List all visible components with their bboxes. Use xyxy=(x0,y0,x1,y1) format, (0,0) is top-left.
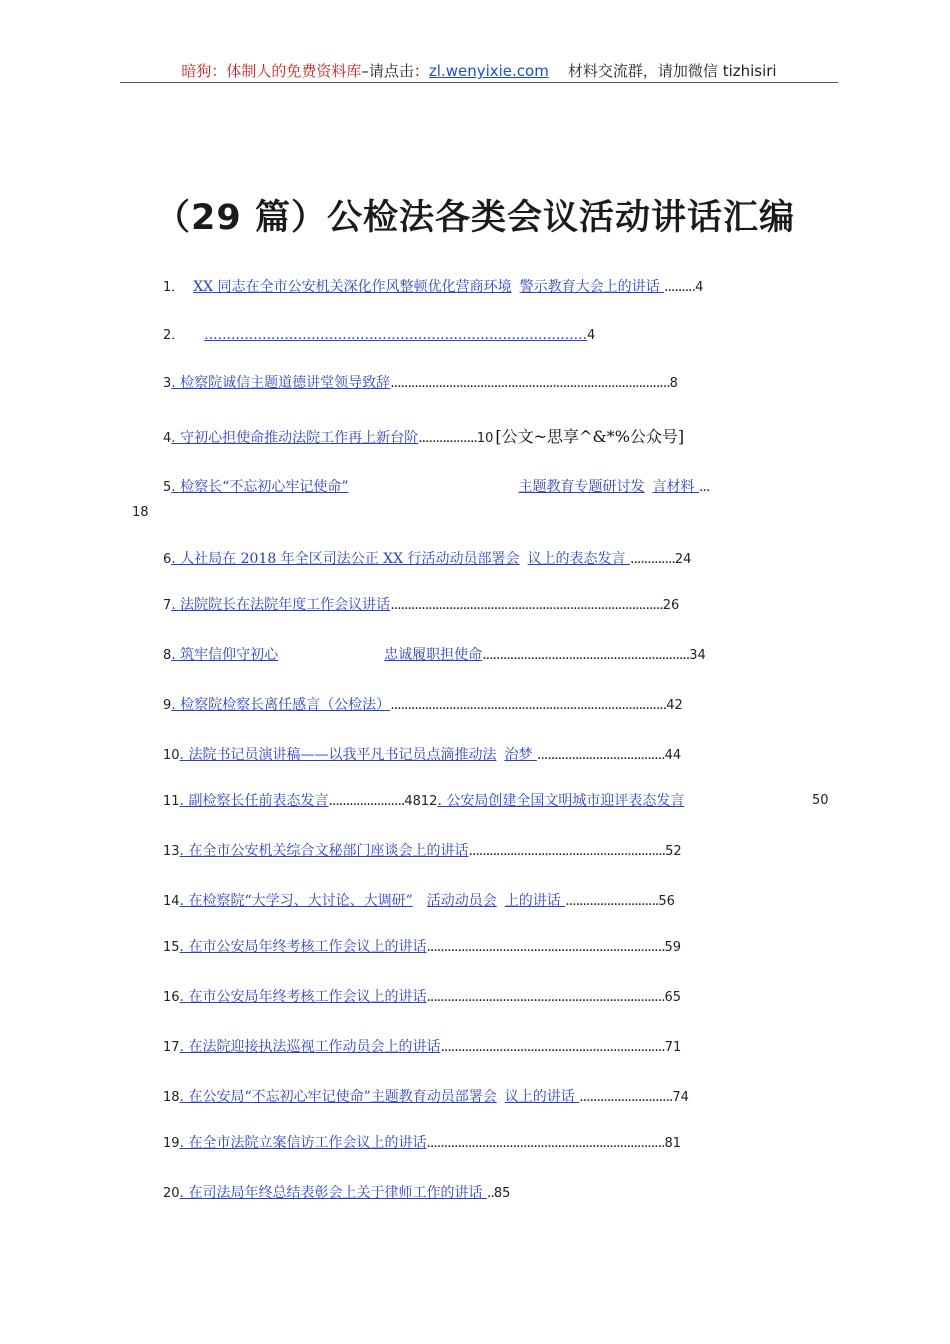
toc-link[interactable]: 活动动员会 xyxy=(426,893,497,909)
toc-item-5[interactable]: 5. 检察长“不忘初心牢记使命” 主题教育专题研讨发 言材料 ... xyxy=(163,479,710,495)
toc-link[interactable]: . 在检察院“大学习、大讨论、大调研” xyxy=(179,893,413,909)
toc-link[interactable]: . 在全市公安机关综合文秘部门座谈会上的讲话 xyxy=(179,843,469,859)
toc-link[interactable]: . 筑牢信仰守初心 xyxy=(171,647,279,663)
toc-link[interactable]: . 在法院迎接执法巡视工作动员会上的讲话 xyxy=(179,1039,441,1055)
toc-page: 56 xyxy=(658,894,675,909)
toc-link[interactable]: . 公安局创建全国文明城市迎评表态发言 xyxy=(437,793,685,809)
toc-link[interactable]: 议上的讲话 xyxy=(504,1089,580,1105)
toc-item-8[interactable]: 8. 筑牢信仰守初心 忠诚履职担使命............................................................34 xyxy=(163,647,706,663)
toc-page: 42 xyxy=(666,698,683,713)
toc-item-17[interactable]: 17. 在法院迎接执法巡视工作动员会上的讲话.................................................................71 xyxy=(163,1039,682,1055)
toc-item-6[interactable]: 6. 人社局在 2018 年全区司法公正 XX 行活动动员部署会 议上的表态发言 .............24 xyxy=(163,551,692,567)
toc-page: 4812 xyxy=(404,794,438,809)
toc-link[interactable]: . 法院院长在法院年度工作会议讲话 xyxy=(171,597,391,613)
toc-item-2[interactable]: 2． ......................................................................................4 xyxy=(163,327,596,343)
toc-page: 26 xyxy=(662,598,680,613)
toc-item-16[interactable]: 16. 在市公安局年终考核工作会议上的讲话.....................................................................65 xyxy=(163,989,682,1005)
toc-page: 8 xyxy=(669,376,678,391)
document-title: （29 篇）公检法各类会议活动讲话汇编 xyxy=(155,198,795,238)
toc-item-4[interactable]: 4. 守初心担使命推动法院工作再上新台阶.................10 [公文~思享^&*%公众号] xyxy=(163,427,685,446)
toc-page: 4 xyxy=(587,328,596,343)
toc-link[interactable]: . 在市公安局年终考核工作会议上的讲话 xyxy=(179,939,427,955)
toc-page: 81 xyxy=(664,1136,682,1151)
toc-page: 4 xyxy=(695,280,704,295)
toc-page: 59 xyxy=(664,940,682,955)
watermark-text: [公文~思享^&*%公众号] xyxy=(495,427,685,446)
toc-item-19[interactable]: 19. 在全市法院立案信访工作会议上的讲话.....................................................................81 xyxy=(163,1135,682,1151)
header-wechat-text: 材料交流群，请加微信 tizhisiri xyxy=(567,62,777,80)
toc-item-20[interactable]: 20. 在司法局年终总结表彰会上关于律师工作的讲话 ..85 xyxy=(163,1185,511,1201)
toc-link[interactable]: ...................................................................................... xyxy=(204,327,587,343)
page-header xyxy=(120,60,838,81)
toc-link[interactable]: 忠诚履职担使命 xyxy=(384,647,483,663)
toc-link[interactable]: . 法院书记员演讲稿——以我平凡书记员点滴推动法 xyxy=(179,747,497,763)
toc-link[interactable]: 议上的表态发言 xyxy=(527,551,630,567)
toc-link[interactable]: 主题教育专题研讨发 xyxy=(518,479,645,495)
header-divider xyxy=(120,82,838,83)
toc-page: 34 xyxy=(689,648,706,663)
toc-link[interactable]: . 检察院检察长离任感言（公检法） xyxy=(171,697,391,713)
toc-link[interactable]: 言材料 xyxy=(652,479,699,495)
toc-item-13[interactable]: 13. 在全市公安机关综合文秘部门座谈会上的讲话.........................................................52 xyxy=(163,843,682,859)
toc-page: 10 xyxy=(476,431,494,446)
header-click-text: –请点击： xyxy=(361,62,429,80)
toc-link[interactable]: . 在市公安局年终考核工作会议上的讲话 xyxy=(179,989,427,1005)
toc-item-1[interactable]: 1． XX 同志在全市公安机关深化作风整顿优化营商环境 警示教育大会上的讲话 .........4 xyxy=(163,279,704,295)
toc-link[interactable]: . 守初心担使命推动法院工作再上新台阶 xyxy=(171,430,419,446)
toc-link[interactable]: . 副检察长任前表态发言 xyxy=(179,793,329,809)
toc-link[interactable]: 上的讲话 xyxy=(504,893,566,909)
toc-item-10[interactable]: 10. 法院书记员演讲稿——以我平凡书记员点滴推动法 治梦 .....................................44 xyxy=(163,747,682,763)
toc-item-18[interactable]: 18. 在公安局“不忘初心牢记使命”主题教育动员部署会 议上的讲话 ...........................74 xyxy=(163,1089,689,1105)
toc-link[interactable]: 治梦 xyxy=(504,747,537,763)
toc-page: 74 xyxy=(672,1090,689,1105)
toc-item-14[interactable]: 14. 在检察院“大学习、大讨论、大调研” 活动动员会 上的讲话 ...........................56 xyxy=(163,893,675,909)
toc-page: 85 xyxy=(493,1186,511,1201)
header-site-name: 暗狗：体制人的免费资料库 xyxy=(181,62,362,80)
toc-page: 24 xyxy=(674,552,692,567)
toc-page: 50 xyxy=(812,793,829,808)
toc-page: 18 xyxy=(132,505,149,520)
toc-item-11-12[interactable]: 11. 副检察长任前表态发言......................4812. 公安局创建全国文明城市迎评表态发言 xyxy=(163,793,685,809)
toc-item-3[interactable]: 3. 检察院诚信主题道德讲堂领导致辞.................................................................................8 xyxy=(163,375,678,391)
toc-link[interactable]: . 检察长“不忘初心牢记使命” xyxy=(171,479,349,495)
toc-link[interactable]: XX 同志在全市公安机关深化作风整顿优化营商环境 xyxy=(193,279,512,295)
toc-link[interactable]: . 在全市法院立案信访工作会议上的讲话 xyxy=(179,1135,427,1151)
toc-link[interactable]: . 在司法局年终总结表彰会上关于律师工作的讲话 xyxy=(179,1185,487,1201)
toc-page: 65 xyxy=(664,990,682,1005)
toc-item-7[interactable]: 7. 法院院长在法院年度工作会议讲话...............................................................................26 xyxy=(163,597,680,613)
header-url-link[interactable]: zl.wenyixie.com xyxy=(428,62,549,80)
toc-item-9[interactable]: 9. 检察院检察长离任感言（公检法）................................................................................42 xyxy=(163,697,683,713)
toc-page: 71 xyxy=(664,1040,682,1055)
toc-link[interactable]: . 在公安局“不忘初心牢记使命”主题教育动员部署会 xyxy=(179,1089,497,1105)
toc-link[interactable]: . 检察院诚信主题道德讲堂领导致辞 xyxy=(171,375,391,391)
toc-page: 44 xyxy=(664,748,682,763)
toc-link[interactable]: 警示教育大会上的讲话 xyxy=(519,279,665,295)
toc-item-15[interactable]: 15. 在市公安局年终考核工作会议上的讲话.....................................................................59 xyxy=(163,939,682,955)
toc-page: 52 xyxy=(665,844,682,859)
toc-link[interactable]: . 人社局在 2018 年全区司法公正 XX 行活动动员部署会 xyxy=(171,551,520,567)
